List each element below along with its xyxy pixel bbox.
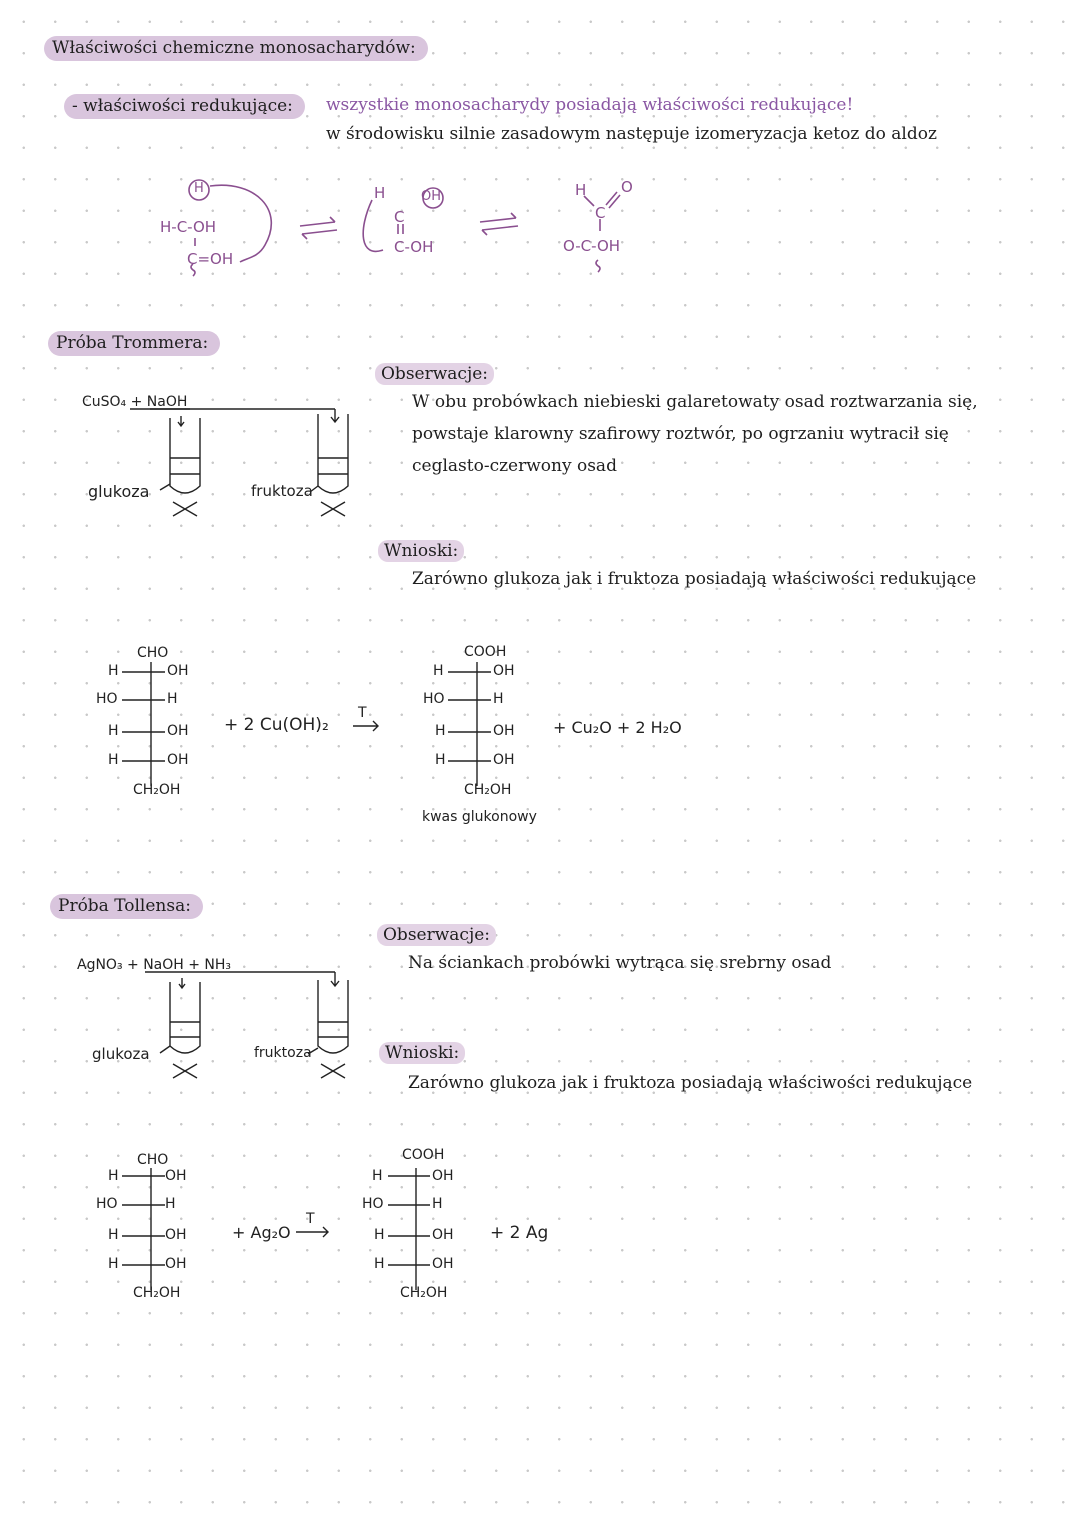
trommer-product-top: COOH [464,644,507,660]
iso-s1-h: H [194,181,204,196]
iso-s3-row: O-C-OH [563,237,621,255]
trommer-ho-2: HO [96,691,118,707]
tollens-p-oh-3: OH [432,1227,454,1243]
tollens-p-oh-1: OH [432,1168,454,1184]
iso-s2-c: C [394,208,405,226]
trommer-cho: CHO [137,645,169,661]
tollens-p-oh-4: OH [432,1256,454,1272]
trommer-obs-line-1: W obu probówkach niebieski galaretowaty osad roztwarzania się, [412,392,978,412]
tollens-p-ch2oh: CH₂OH [400,1285,448,1301]
trommer-p-h-3: H [435,723,446,739]
tollens-p-h-4: H [374,1256,385,1272]
trommer-arrow-label: T [358,705,367,721]
iso-s1-row1: H-C-OH [160,218,217,236]
reducing-label: - właściwości redukujące: [64,94,305,119]
tollens-oh-4: OH [165,1256,187,1272]
iso-s3-c: C [595,204,606,222]
tollens-tube-glucose: glukoza [92,1045,150,1063]
trommer-concl: Zarówno glukoza jak i fruktoza posiadają właściwości redukujące [412,569,977,589]
trommer-p-oh-3: OH [493,723,515,739]
trommer-oh-3: OH [167,723,189,739]
trommer-p-h-2: H [493,691,504,707]
tollens-ch2oh: CH₂OH [133,1285,181,1301]
tollens-p-ho-2: HO [362,1196,384,1212]
trommer-h-3: H [108,723,119,739]
tollens-tube-fructose: fruktoza [254,1045,312,1061]
tollens-p-h-1: H [372,1168,383,1184]
page-title: Właściwości chemiczne monosacharydów: [44,36,428,61]
tollens-h-3: H [108,1227,119,1243]
tollens-title: Próba Tollensa: [50,894,203,919]
tollens-arrow-label: T [306,1211,315,1227]
trommer-ch2oh: CH₂OH [133,782,181,798]
trommer-p-oh-1: OH [493,663,515,679]
tollens-obs-line-1: Na ściankach probówki wytrąca się srebrny osad [408,953,832,973]
trommer-p-ch2oh: CH₂OH [464,782,512,798]
trommer-reagent: + 2 Cu(OH)₂ [224,715,329,735]
tollens-obs-label: Obserwacje: [377,924,496,946]
iso-s3-h: H [575,181,587,199]
tollens-oh-1: OH [165,1168,187,1184]
iso-s2-row: C-OH [394,238,434,256]
tollens-product-top: COOH [402,1147,445,1163]
iso-s1-row2: C=OH [187,250,234,268]
trommer-oh-4: OH [167,752,189,768]
tollens-cho: CHO [137,1152,169,1168]
tollens-oh-3: OH [165,1227,187,1243]
tollens-concl-label: Wnioski: [379,1042,465,1064]
iso-s2-h: H [374,184,386,202]
trommer-p-h-4: H [435,752,446,768]
trommer-h-2: H [167,691,178,707]
trommer-oh-1: OH [167,663,189,679]
tollens-reagents: AgNO₃ + NaOH + NH₃ [77,957,232,973]
trommer-tube-fructose: fruktoza [251,482,313,500]
tollens-h-2: H [165,1196,176,1212]
trommer-h-1: H [108,663,119,679]
reducing-line-1: wszystkie monosacharydy posiadają właściwości redukujące! [326,95,854,115]
trommer-title: Próba Trommera: [48,331,220,356]
trommer-obs-label: Obserwacje: [375,363,494,385]
trommer-h-4: H [108,752,119,768]
trommer-product-name: kwas glukonowy [422,809,537,825]
tollens-p-h-3: H [374,1227,385,1243]
iso-s3-o: O [621,178,633,196]
trommer-tube-glucose: glukoza [88,482,150,501]
trommer-p-ho-2: HO [423,691,445,707]
tollens-byproducts: + 2 Ag [490,1223,549,1243]
reducing-line-2: w środowisku silnie zasadowym następuje izomeryzacja ketoz do aldoz [326,124,937,144]
trommer-obs-line-3: ceglasto-czerwony osad [412,456,617,476]
tollens-reagent: + Ag₂O [232,1223,291,1242]
tollens-h-4: H [108,1256,119,1272]
trommer-reagents: CuSO₄ + NaOH [82,394,188,410]
tollens-p-h-2: H [432,1196,443,1212]
iso-s2-oh: OH [421,189,442,204]
tollens-ho-2: HO [96,1196,118,1212]
trommer-p-h-1: H [433,663,444,679]
trommer-p-oh-4: OH [493,752,515,768]
tollens-h-1: H [108,1168,119,1184]
trommer-byproducts: + Cu₂O + 2 H₂O [553,718,682,737]
tollens-concl: Zarówno glukoza jak i fruktoza posiadają właściwości redukujące [408,1073,973,1093]
trommer-concl-label: Wnioski: [378,540,464,562]
trommer-obs-line-2: powstaje klarowny szafirowy roztwór, po ogrzaniu wytracił się [412,424,949,444]
